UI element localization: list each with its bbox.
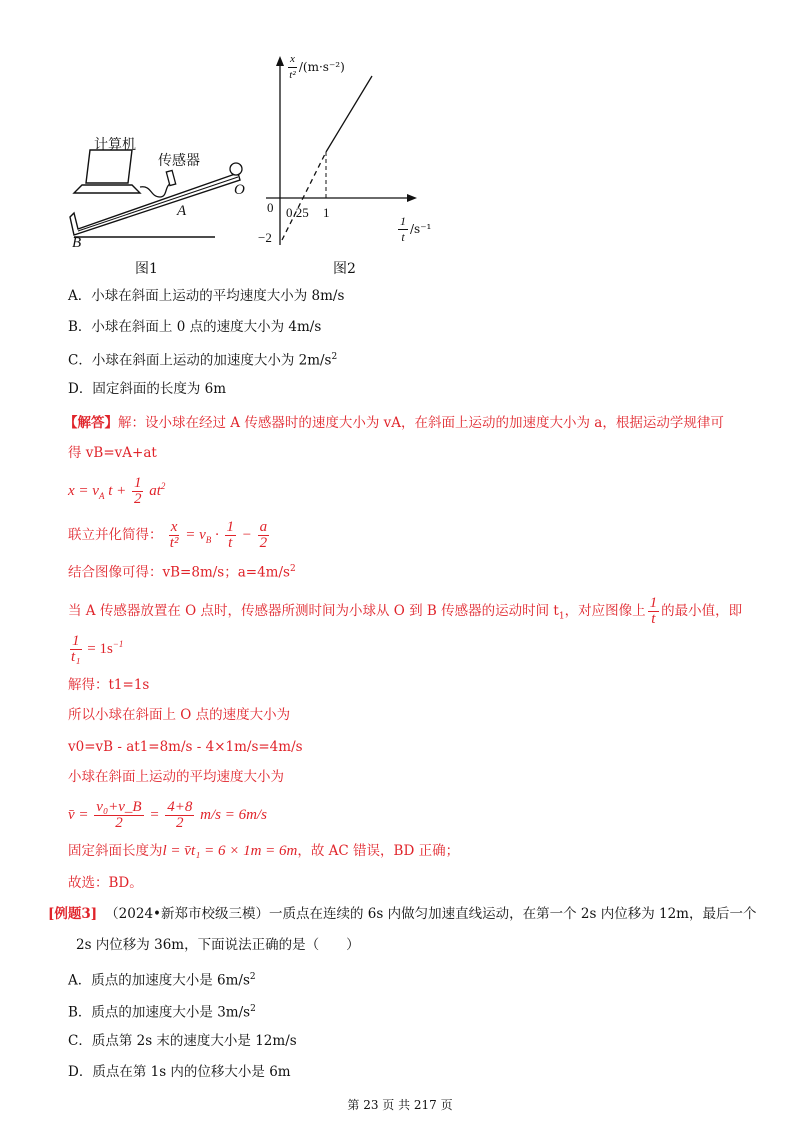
- eq3-num: 1: [72, 633, 80, 649]
- eq2-sub: B: [205, 534, 212, 545]
- eq1-sub: A: [98, 490, 105, 501]
- tick-0.25: 0.25: [286, 205, 309, 220]
- example3-tag: [例题3]: [48, 906, 98, 922]
- ex3-opt-a-text: A．质点的加速度大小是 6m/s: [68, 972, 250, 989]
- tick-1: 1: [323, 205, 330, 220]
- sensor-fraction: [648, 596, 660, 627]
- eq1-mid: t +: [108, 482, 127, 499]
- eq2-mid: = v: [185, 526, 206, 543]
- length-prefix: 固定斜面长度为: [68, 843, 163, 859]
- solve-t1: 解得：t1=1s: [68, 677, 150, 693]
- eq2-frac1-num: x: [170, 519, 178, 535]
- equation-2: 联立并化简得： $\frac{x}{\text{t²}}$ = $v_B$ · $\frac{1}{t}$ − $\frac{a}{2}$: [68, 519, 268, 551]
- length-math: l = v̄t₁ = 6 × 1m = 6m: [162, 843, 298, 859]
- x-axis-num: 1: [400, 214, 406, 228]
- simplify-label: 联立并化简得：: [68, 526, 163, 543]
- sensor-line: 当 A 传感器放置在 O 点时，传感器所测时间为小球从 O 到 B 传感器的运动时间 $t_1$，对应图像上 $\frac{1}{t}$ 的最小值，即: [68, 595, 743, 627]
- length-suffix: ，故 AC 错误，BD 正确；: [297, 843, 460, 859]
- eq2-frac3-den: 2: [259, 535, 268, 551]
- example3-option-b: B．质点的加速度大小是 $3m/s^2$: [68, 1004, 256, 1021]
- option-b: B．小球在斜面上 0 点的速度大小为 4m/s: [68, 319, 322, 335]
- avg-frac1-num: v₀+v_B: [96, 799, 142, 815]
- v0-line: v0=vB - at1=8m/s - 4×1m/s=4m/s: [68, 739, 303, 755]
- example3-option-a: A．质点的加速度大小是 $6m/s^2$: [68, 972, 256, 989]
- combine-line: 结合图像可得：vB=8m/s；$a=4m/s^2$: [68, 564, 296, 581]
- combine-text: 结合图像可得：vB=8m/s；a=4m/s: [68, 564, 290, 581]
- sensor-frac-den: t: [651, 611, 656, 627]
- eq2-frac3-num: a: [259, 519, 268, 535]
- computer-label: 计算机: [94, 137, 136, 153]
- sensor-line-a: 当 A 传感器放置在 O 点时，传感器所测时间为小球从 O 到 B 传感器的运动时间 t: [68, 603, 559, 619]
- equation-avg: v̄ = $\frac{\text{v₀+v\_B}}{2}$ = $\frac{4+8}{2}$ m/s = 6m/s: [68, 799, 267, 831]
- eq2-frac-3: [258, 520, 270, 551]
- o-speed-label: 所以小球在斜面上 O 点的速度大小为: [68, 707, 291, 723]
- x-axis-unit: /s⁻¹: [410, 222, 432, 236]
- point-a-label: A: [177, 203, 187, 219]
- avg-frac2-den: 2: [176, 815, 184, 831]
- sensor-line-c: 的最小值，即: [661, 603, 743, 619]
- point-o-label: O: [234, 182, 245, 198]
- y-axis-label: [286, 52, 345, 83]
- tick-neg2: −2: [258, 230, 272, 245]
- equation-3: [68, 634, 123, 665]
- eq1-frac-den: 2: [133, 491, 142, 507]
- solution-text-1: 解：设小球在经过 A 传感器时的速度大小为 vA，在斜面上运动的加速度大小为 a，根据运动学规律可: [118, 415, 724, 431]
- figure1-caption: 图1: [135, 261, 158, 277]
- solution-line-2: 得 vB=vA+at: [68, 445, 157, 461]
- avg-lhs: v̄ =: [68, 806, 89, 823]
- solution-line-1: [64, 414, 724, 432]
- y-axis-fraction: [288, 52, 297, 83]
- y-axis-num: x: [288, 52, 297, 68]
- length-line: [68, 842, 459, 860]
- avg-frac-2: [165, 800, 194, 831]
- eq1-frac-num: 1: [133, 475, 142, 491]
- eq2-frac-1: [169, 520, 180, 551]
- sensor-label: 传感器: [158, 153, 200, 169]
- example3-option-d: D．质点在第 1s 内的位移大小是 6m: [68, 1064, 291, 1080]
- avg-frac2-num: 4+8: [167, 799, 193, 815]
- avg-frac1-den: 2: [115, 815, 123, 831]
- option-a: A．小球在斜面上运动的平均速度大小为 8m/s: [68, 288, 345, 304]
- avg-speed-label: 小球在斜面上运动的平均速度大小为: [68, 769, 284, 785]
- option-c: C．小球在斜面上运动的加速度大小为 $2m/s^2$: [68, 352, 338, 369]
- eq3-fraction: [70, 634, 82, 665]
- avg-tail: m/s = 6m/s: [200, 806, 267, 823]
- eq2-frac2-den: t: [228, 535, 233, 551]
- eq2-frac1-den: t²: [169, 535, 179, 551]
- eq3-den: t₁: [71, 649, 81, 665]
- page-footer: 第 23 页 共 217 页: [347, 1098, 453, 1112]
- sensor-line-b: ，对应图像上: [564, 603, 646, 619]
- avg-frac-1: [94, 800, 143, 831]
- eq2-frac2-num: 1: [226, 519, 234, 535]
- eq1-tail: at: [149, 482, 161, 499]
- sensor-frac-num: 1: [649, 595, 658, 611]
- figure2-caption: 图2: [333, 261, 356, 277]
- example3-line-1: [48, 905, 756, 923]
- eq3-sup: −1: [112, 638, 124, 649]
- eq1-lhs: x = v: [68, 482, 99, 499]
- example3-line-2: 2s 内位移为 36m，下面说法正确的是（ ）: [76, 937, 360, 953]
- eq1-fraction: [132, 476, 144, 507]
- y-axis-unit: /(m·s⁻²): [298, 60, 345, 74]
- figure1-apparatus: [60, 125, 260, 250]
- point-b-label: B: [72, 235, 82, 251]
- answer-line: 故选：BD。: [68, 875, 143, 891]
- x-axis-label: [396, 214, 431, 245]
- x-axis-fraction: [398, 214, 408, 245]
- option-d: D．固定斜面的长度为 6m: [68, 381, 227, 397]
- example3-option-c: C．质点第 2s 末的速度大小是 12m/s: [68, 1033, 297, 1049]
- example3-text-1: （2024•新郑市校级三模）一质点在连续的 6s 内做匀加速直线运动，在第一个 2s 内位移为 12m，最后一个: [105, 906, 757, 922]
- ex3-opt-b-text: B．质点的加速度大小是 3m/s: [68, 1004, 251, 1021]
- x-axis-den: t: [401, 230, 405, 244]
- y-axis-den: t²: [289, 69, 296, 81]
- eq3-rhs: = 1s: [87, 640, 113, 657]
- origin-label: 0: [267, 200, 274, 215]
- eq2-frac-2: [225, 520, 237, 551]
- solution-tag: 【解答】: [64, 415, 118, 431]
- equation-1: $x = v_A$ t + $\frac{1}{2}$ $at^2$: [68, 475, 166, 507]
- option-c-text: C．小球在斜面上运动的加速度大小为 2m/s: [68, 352, 332, 369]
